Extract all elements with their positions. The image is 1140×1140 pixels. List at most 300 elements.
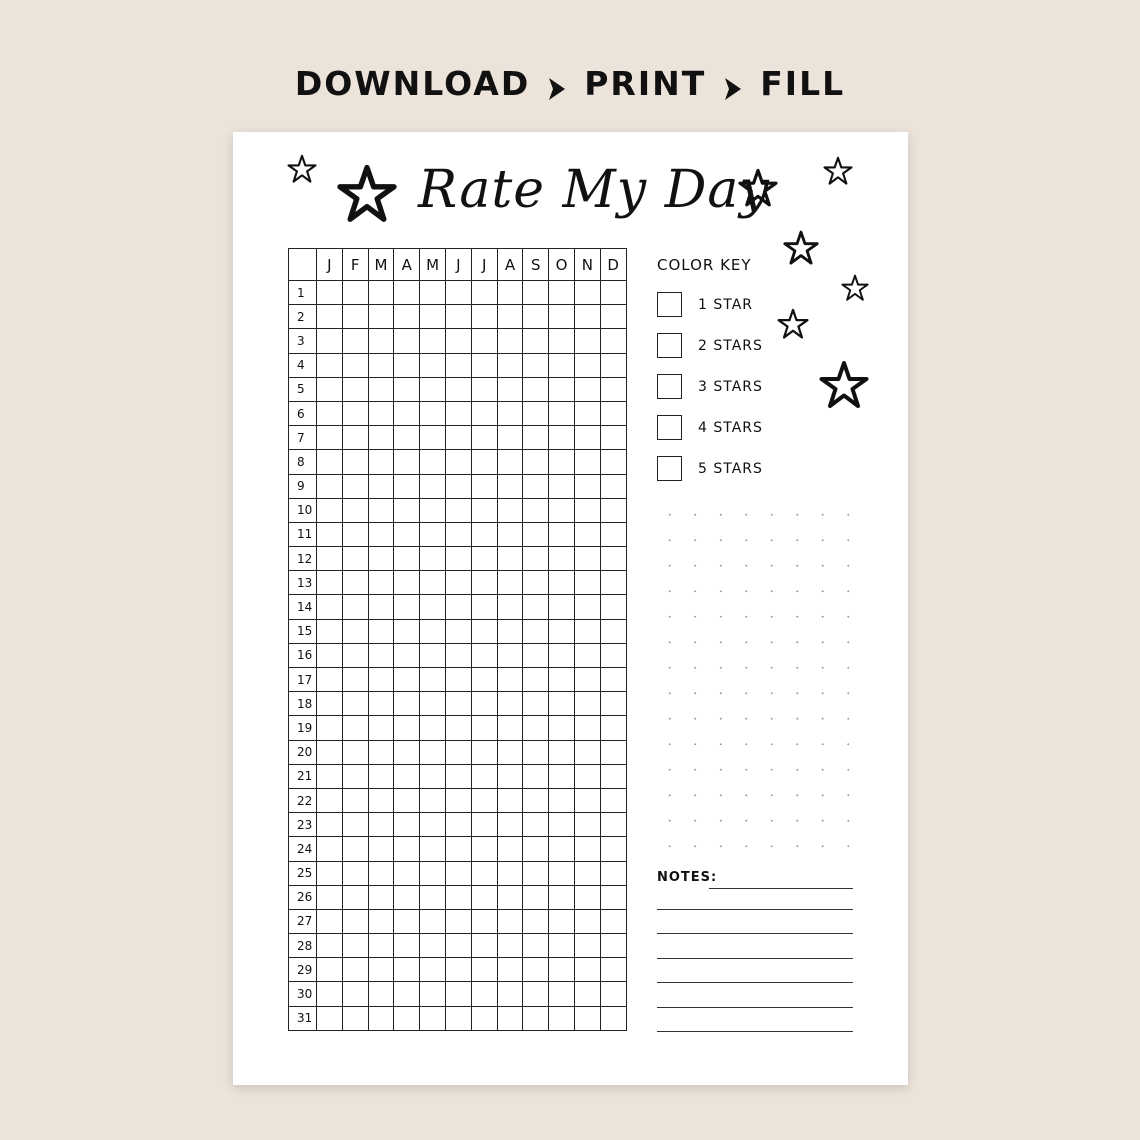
rating-cell[interactable] (394, 934, 420, 958)
rating-cell[interactable] (317, 958, 343, 982)
rating-cell[interactable] (523, 1006, 549, 1030)
rating-cell[interactable] (523, 281, 549, 305)
rating-cell[interactable] (342, 426, 368, 450)
rating-cell[interactable] (471, 668, 497, 692)
rating-cell[interactable] (394, 668, 420, 692)
rating-cell[interactable] (549, 522, 575, 546)
rating-cell[interactable] (471, 982, 497, 1006)
rating-cell[interactable] (574, 764, 600, 788)
rating-cell[interactable] (574, 377, 600, 401)
rating-cell[interactable] (574, 401, 600, 425)
rating-cell[interactable] (317, 692, 343, 716)
rating-cell[interactable] (445, 837, 471, 861)
rating-cell[interactable] (471, 498, 497, 522)
rating-cell[interactable] (445, 958, 471, 982)
rating-cell[interactable] (445, 329, 471, 353)
rating-cell[interactable] (445, 498, 471, 522)
rating-cell[interactable] (445, 305, 471, 329)
rating-cell[interactable] (574, 571, 600, 595)
rating-cell[interactable] (342, 813, 368, 837)
rating-cell[interactable] (549, 668, 575, 692)
rating-cell[interactable] (317, 885, 343, 909)
rating-cell[interactable] (394, 281, 420, 305)
rating-cell[interactable] (368, 305, 394, 329)
rating-cell[interactable] (368, 595, 394, 619)
rating-cell[interactable] (445, 740, 471, 764)
rating-cell[interactable] (497, 813, 523, 837)
rating-cell[interactable] (445, 401, 471, 425)
rating-cell[interactable] (420, 740, 446, 764)
rating-cell[interactable] (394, 692, 420, 716)
rating-cell[interactable] (368, 885, 394, 909)
rating-cell[interactable] (368, 474, 394, 498)
rating-cell[interactable] (445, 692, 471, 716)
rating-cell[interactable] (368, 281, 394, 305)
rating-cell[interactable] (368, 498, 394, 522)
rating-cell[interactable] (445, 716, 471, 740)
rating-cell[interactable] (317, 861, 343, 885)
rating-cell[interactable] (574, 498, 600, 522)
rating-cell[interactable] (368, 668, 394, 692)
color-key-box[interactable] (657, 415, 682, 440)
rating-cell[interactable] (523, 764, 549, 788)
rating-cell[interactable] (368, 982, 394, 1006)
rating-cell[interactable] (574, 329, 600, 353)
rating-cell[interactable] (342, 764, 368, 788)
rating-cell[interactable] (523, 934, 549, 958)
rating-cell[interactable] (549, 740, 575, 764)
rating-cell[interactable] (394, 474, 420, 498)
rating-cell[interactable] (342, 909, 368, 933)
rating-cell[interactable] (394, 377, 420, 401)
rating-cell[interactable] (523, 668, 549, 692)
rating-cell[interactable] (574, 861, 600, 885)
rating-cell[interactable] (523, 305, 549, 329)
rating-cell[interactable] (368, 353, 394, 377)
rating-cell[interactable] (420, 958, 446, 982)
rating-cell[interactable] (420, 377, 446, 401)
rating-cell[interactable] (445, 377, 471, 401)
rating-cell[interactable] (445, 909, 471, 933)
rating-cell[interactable] (497, 377, 523, 401)
rating-cell[interactable] (523, 474, 549, 498)
rating-cell[interactable] (317, 401, 343, 425)
rating-cell[interactable] (368, 571, 394, 595)
rating-cell[interactable] (342, 1006, 368, 1030)
rating-cell[interactable] (600, 305, 626, 329)
rating-cell[interactable] (445, 885, 471, 909)
rating-cell[interactable] (420, 1006, 446, 1030)
rating-cell[interactable] (574, 619, 600, 643)
rating-cell[interactable] (368, 837, 394, 861)
rating-cell[interactable] (394, 426, 420, 450)
rating-cell[interactable] (549, 692, 575, 716)
rating-cell[interactable] (549, 1006, 575, 1030)
rating-cell[interactable] (342, 668, 368, 692)
rating-cell[interactable] (497, 643, 523, 667)
rating-cell[interactable] (420, 885, 446, 909)
rating-cell[interactable] (342, 740, 368, 764)
rating-cell[interactable] (574, 788, 600, 812)
rating-cell[interactable] (600, 885, 626, 909)
rating-cell[interactable] (497, 764, 523, 788)
rating-cell[interactable] (523, 450, 549, 474)
rating-cell[interactable] (471, 305, 497, 329)
rating-cell[interactable] (420, 837, 446, 861)
rating-cell[interactable] (549, 716, 575, 740)
rating-cell[interactable] (420, 643, 446, 667)
rating-cell[interactable] (368, 426, 394, 450)
color-key-box[interactable] (657, 456, 682, 481)
rating-cell[interactable] (317, 619, 343, 643)
rating-cell[interactable] (317, 595, 343, 619)
rating-cell[interactable] (574, 982, 600, 1006)
rating-cell[interactable] (368, 909, 394, 933)
rating-cell[interactable] (342, 692, 368, 716)
rating-cell[interactable] (471, 281, 497, 305)
rating-cell[interactable] (600, 595, 626, 619)
rating-cell[interactable] (317, 281, 343, 305)
rating-cell[interactable] (523, 353, 549, 377)
rating-cell[interactable] (600, 909, 626, 933)
rating-cell[interactable] (317, 764, 343, 788)
rating-cell[interactable] (600, 522, 626, 546)
rating-cell[interactable] (471, 450, 497, 474)
rating-cell[interactable] (445, 982, 471, 1006)
rating-cell[interactable] (394, 353, 420, 377)
rating-cell[interactable] (368, 329, 394, 353)
rating-cell[interactable] (317, 740, 343, 764)
rating-cell[interactable] (549, 885, 575, 909)
rating-cell[interactable] (549, 861, 575, 885)
rating-cell[interactable] (497, 1006, 523, 1030)
rating-cell[interactable] (549, 426, 575, 450)
rating-cell[interactable] (549, 474, 575, 498)
rating-cell[interactable] (317, 450, 343, 474)
notes-line[interactable] (657, 983, 853, 1008)
rating-cell[interactable] (574, 1006, 600, 1030)
rating-cell[interactable] (549, 571, 575, 595)
rating-cell[interactable] (549, 813, 575, 837)
rating-cell[interactable] (600, 764, 626, 788)
rating-cell[interactable] (600, 982, 626, 1006)
rating-cell[interactable] (368, 692, 394, 716)
rating-cell[interactable] (574, 450, 600, 474)
rating-cell[interactable] (497, 426, 523, 450)
rating-cell[interactable] (342, 837, 368, 861)
rating-cell[interactable] (368, 813, 394, 837)
rating-cell[interactable] (342, 450, 368, 474)
rating-cell[interactable] (471, 595, 497, 619)
rating-cell[interactable] (420, 353, 446, 377)
rating-cell[interactable] (342, 885, 368, 909)
rating-cell[interactable] (523, 909, 549, 933)
rating-cell[interactable] (342, 619, 368, 643)
rating-cell[interactable] (574, 934, 600, 958)
rating-cell[interactable] (471, 547, 497, 571)
rating-cell[interactable] (497, 958, 523, 982)
rating-cell[interactable] (420, 716, 446, 740)
rating-cell[interactable] (574, 885, 600, 909)
rating-cell[interactable] (420, 329, 446, 353)
rating-cell[interactable] (497, 305, 523, 329)
rating-cell[interactable] (600, 958, 626, 982)
rating-cell[interactable] (394, 958, 420, 982)
notes-line[interactable] (657, 959, 853, 984)
rating-cell[interactable] (471, 377, 497, 401)
rating-cell[interactable] (342, 788, 368, 812)
rating-cell[interactable] (549, 401, 575, 425)
rating-cell[interactable] (574, 426, 600, 450)
rating-cell[interactable] (317, 353, 343, 377)
notes-line[interactable] (709, 888, 853, 889)
rating-cell[interactable] (471, 813, 497, 837)
rating-cell[interactable] (549, 595, 575, 619)
rating-cell[interactable] (523, 498, 549, 522)
rating-cell[interactable] (368, 377, 394, 401)
rating-cell[interactable] (445, 668, 471, 692)
rating-cell[interactable] (445, 813, 471, 837)
rating-cell[interactable] (523, 619, 549, 643)
rating-cell[interactable] (394, 498, 420, 522)
rating-cell[interactable] (523, 837, 549, 861)
rating-cell[interactable] (471, 1006, 497, 1030)
rating-cell[interactable] (497, 498, 523, 522)
rating-cell[interactable] (497, 837, 523, 861)
rating-cell[interactable] (471, 643, 497, 667)
rating-cell[interactable] (394, 861, 420, 885)
rating-cell[interactable] (420, 474, 446, 498)
rating-cell[interactable] (420, 982, 446, 1006)
rating-cell[interactable] (394, 401, 420, 425)
rating-cell[interactable] (342, 982, 368, 1006)
rating-cell[interactable] (342, 401, 368, 425)
rating-cell[interactable] (368, 1006, 394, 1030)
rating-cell[interactable] (549, 619, 575, 643)
rating-cell[interactable] (497, 982, 523, 1006)
rating-cell[interactable] (342, 958, 368, 982)
rating-cell[interactable] (342, 934, 368, 958)
rating-cell[interactable] (420, 522, 446, 546)
rating-cell[interactable] (523, 861, 549, 885)
rating-cell[interactable] (471, 571, 497, 595)
rating-cell[interactable] (317, 813, 343, 837)
rating-cell[interactable] (600, 668, 626, 692)
rating-cell[interactable] (445, 595, 471, 619)
rating-cell[interactable] (394, 982, 420, 1006)
rating-cell[interactable] (471, 426, 497, 450)
rating-cell[interactable] (574, 692, 600, 716)
rating-cell[interactable] (600, 329, 626, 353)
rating-cell[interactable] (420, 788, 446, 812)
rating-cell[interactable] (549, 764, 575, 788)
rating-cell[interactable] (600, 619, 626, 643)
rating-cell[interactable] (600, 692, 626, 716)
rating-cell[interactable] (549, 377, 575, 401)
color-key-box[interactable] (657, 333, 682, 358)
rating-cell[interactable] (420, 692, 446, 716)
rating-cell[interactable] (342, 643, 368, 667)
rating-cell[interactable] (600, 401, 626, 425)
rating-cell[interactable] (394, 837, 420, 861)
rating-cell[interactable] (549, 305, 575, 329)
rating-cell[interactable] (497, 861, 523, 885)
rating-cell[interactable] (394, 450, 420, 474)
rating-cell[interactable] (420, 934, 446, 958)
rating-cell[interactable] (523, 885, 549, 909)
rating-cell[interactable] (471, 764, 497, 788)
rating-cell[interactable] (420, 426, 446, 450)
rating-cell[interactable] (497, 401, 523, 425)
rating-cell[interactable] (368, 934, 394, 958)
rating-cell[interactable] (549, 788, 575, 812)
rating-cell[interactable] (317, 377, 343, 401)
rating-cell[interactable] (445, 619, 471, 643)
notes-line[interactable] (657, 1008, 853, 1033)
rating-cell[interactable] (317, 837, 343, 861)
rating-cell[interactable] (394, 305, 420, 329)
rating-cell[interactable] (523, 522, 549, 546)
rating-cell[interactable] (471, 909, 497, 933)
rating-cell[interactable] (471, 788, 497, 812)
rating-cell[interactable] (549, 353, 575, 377)
rating-cell[interactable] (600, 450, 626, 474)
rating-cell[interactable] (420, 764, 446, 788)
rating-cell[interactable] (342, 353, 368, 377)
rating-cell[interactable] (497, 329, 523, 353)
rating-cell[interactable] (600, 353, 626, 377)
rating-cell[interactable] (497, 450, 523, 474)
rating-cell[interactable] (471, 522, 497, 546)
rating-cell[interactable] (471, 934, 497, 958)
rating-cell[interactable] (342, 498, 368, 522)
rating-cell[interactable] (523, 692, 549, 716)
rating-cell[interactable] (317, 934, 343, 958)
rating-cell[interactable] (523, 595, 549, 619)
rating-cell[interactable] (445, 571, 471, 595)
rating-cell[interactable] (523, 716, 549, 740)
rating-cell[interactable] (549, 934, 575, 958)
rating-cell[interactable] (445, 474, 471, 498)
rating-cell[interactable] (574, 909, 600, 933)
rating-cell[interactable] (523, 329, 549, 353)
rating-cell[interactable] (394, 571, 420, 595)
rating-cell[interactable] (317, 305, 343, 329)
rating-cell[interactable] (368, 522, 394, 546)
rating-cell[interactable] (497, 934, 523, 958)
color-key-box[interactable] (657, 292, 682, 317)
rating-cell[interactable] (600, 837, 626, 861)
rating-cell[interactable] (471, 692, 497, 716)
rating-cell[interactable] (497, 474, 523, 498)
rating-cell[interactable] (600, 716, 626, 740)
rating-cell[interactable] (445, 934, 471, 958)
rating-cell[interactable] (574, 547, 600, 571)
rating-cell[interactable] (574, 837, 600, 861)
rating-cell[interactable] (394, 716, 420, 740)
rating-cell[interactable] (445, 547, 471, 571)
rating-cell[interactable] (471, 401, 497, 425)
rating-cell[interactable] (523, 426, 549, 450)
rating-cell[interactable] (574, 353, 600, 377)
rating-cell[interactable] (317, 426, 343, 450)
color-key-box[interactable] (657, 374, 682, 399)
rating-cell[interactable] (342, 305, 368, 329)
rating-cell[interactable] (394, 764, 420, 788)
rating-cell[interactable] (600, 643, 626, 667)
rating-cell[interactable] (445, 643, 471, 667)
rating-cell[interactable] (523, 740, 549, 764)
rating-cell[interactable] (342, 571, 368, 595)
rating-cell[interactable] (368, 958, 394, 982)
rating-cell[interactable] (549, 982, 575, 1006)
rating-cell[interactable] (574, 958, 600, 982)
rating-cell[interactable] (317, 643, 343, 667)
rating-cell[interactable] (420, 498, 446, 522)
rating-cell[interactable] (445, 764, 471, 788)
rating-cell[interactable] (574, 643, 600, 667)
rating-cell[interactable] (420, 281, 446, 305)
rating-cell[interactable] (471, 329, 497, 353)
rating-cell[interactable] (600, 861, 626, 885)
rating-cell[interactable] (523, 788, 549, 812)
rating-cell[interactable] (600, 1006, 626, 1030)
rating-cell[interactable] (368, 788, 394, 812)
rating-cell[interactable] (497, 547, 523, 571)
rating-cell[interactable] (549, 498, 575, 522)
rating-cell[interactable] (497, 740, 523, 764)
rating-cell[interactable] (445, 1006, 471, 1030)
rating-cell[interactable] (549, 958, 575, 982)
rating-cell[interactable] (420, 305, 446, 329)
rating-cell[interactable] (420, 619, 446, 643)
rating-cell[interactable] (317, 522, 343, 546)
rating-cell[interactable] (368, 740, 394, 764)
rating-cell[interactable] (549, 837, 575, 861)
rating-cell[interactable] (394, 329, 420, 353)
rating-cell[interactable] (342, 595, 368, 619)
rating-cell[interactable] (523, 643, 549, 667)
rating-cell[interactable] (497, 692, 523, 716)
rating-cell[interactable] (394, 643, 420, 667)
rating-cell[interactable] (600, 547, 626, 571)
rating-cell[interactable] (368, 547, 394, 571)
rating-cell[interactable] (523, 401, 549, 425)
rating-cell[interactable] (523, 958, 549, 982)
rating-cell[interactable] (368, 401, 394, 425)
rating-cell[interactable] (549, 547, 575, 571)
rating-cell[interactable] (420, 909, 446, 933)
notes-line[interactable] (657, 934, 853, 959)
rating-cell[interactable] (471, 740, 497, 764)
rating-cell[interactable] (317, 1006, 343, 1030)
rating-cell[interactable] (445, 861, 471, 885)
rating-cell[interactable] (342, 716, 368, 740)
rating-cell[interactable] (523, 813, 549, 837)
rating-cell[interactable] (317, 547, 343, 571)
rating-cell[interactable] (394, 547, 420, 571)
rating-cell[interactable] (600, 788, 626, 812)
rating-cell[interactable] (394, 788, 420, 812)
rating-cell[interactable] (445, 450, 471, 474)
rating-cell[interactable] (317, 982, 343, 1006)
rating-cell[interactable] (549, 329, 575, 353)
rating-cell[interactable] (420, 450, 446, 474)
rating-cell[interactable] (368, 619, 394, 643)
rating-cell[interactable] (600, 934, 626, 958)
rating-cell[interactable] (394, 619, 420, 643)
rating-cell[interactable] (394, 595, 420, 619)
